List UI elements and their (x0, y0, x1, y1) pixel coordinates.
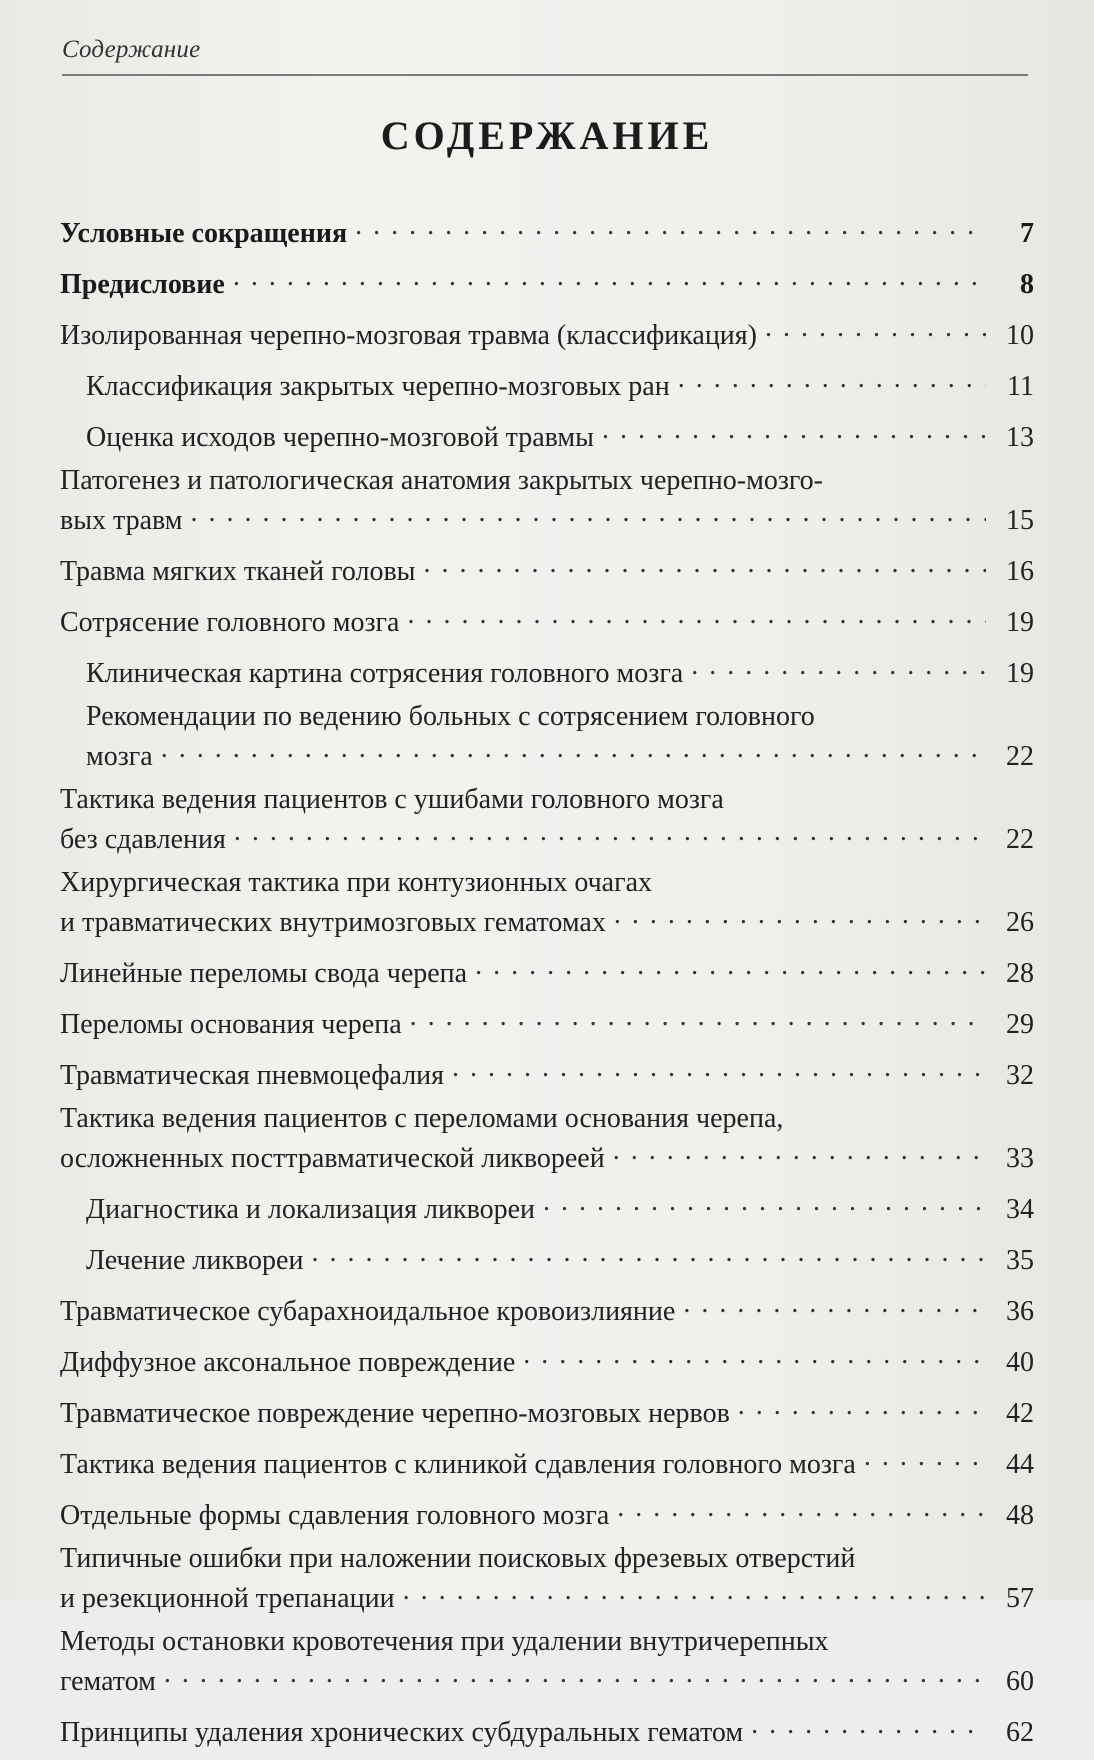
toc-entry-line (60, 1186, 1034, 1226)
page-number: 19 (1006, 658, 1034, 689)
page-number: 10 (1006, 320, 1034, 351)
toc-entry (60, 1626, 1034, 1698)
toc-entry (60, 1186, 1034, 1226)
page-number: 62 (1006, 1717, 1034, 1748)
toc-entry-text: и травматических внутримозговых гематомах (60, 907, 606, 938)
dot-leader (424, 548, 987, 580)
toc-entry (60, 1709, 1034, 1749)
toc-entry (60, 1288, 1034, 1328)
toc-entry-text: Тактика ведения пациентов с клиникой сдавления головного мозга (60, 1449, 856, 1480)
page-number: 13 (1006, 422, 1034, 453)
toc-entry-line (60, 650, 1034, 690)
toc-entry-line (60, 1492, 1034, 1532)
dot-leader (543, 1186, 986, 1218)
toc-entry-text: Оценка исходов черепно-мозговой травмы (86, 422, 594, 453)
toc-entry (60, 312, 1034, 352)
toc-entry-line (60, 1390, 1034, 1430)
toc-entry-line (60, 1001, 1034, 1041)
toc-entry-text: Условные сокращения (60, 218, 348, 249)
toc-entry (60, 210, 1034, 250)
toc-entry (60, 363, 1034, 403)
page-number: 26 (1006, 907, 1034, 938)
page-number: 48 (1006, 1500, 1034, 1531)
toc-entry-text: Линейные переломы свода черепа (60, 958, 468, 989)
toc-entry (60, 650, 1034, 690)
toc-entry-text: Диффузное аксональное повреждение (60, 1347, 516, 1378)
toc-entry-text: Травма мягких тканей головы (60, 556, 416, 587)
dot-leader (355, 210, 986, 242)
toc-entry-text: Отдельные формы сдавления головного мозга (60, 1500, 610, 1531)
dot-leader (751, 1709, 986, 1741)
toc-entry (60, 599, 1034, 639)
toc-entry-line (60, 599, 1034, 639)
toc-entry-line (60, 1135, 1034, 1175)
toc-entry (60, 1001, 1034, 1041)
toc-entry (60, 1492, 1034, 1532)
dot-leader (523, 1339, 986, 1371)
toc-entry (60, 867, 1034, 939)
toc-entry-text: Сотрясение головного мозга (60, 607, 400, 638)
page-number: 22 (1006, 741, 1034, 772)
toc-entry-line (60, 414, 1034, 454)
toc-entry-line (60, 1575, 1034, 1615)
toc-entry (60, 784, 1034, 856)
toc-entry (60, 465, 1034, 537)
dot-leader (403, 1575, 986, 1607)
toc-entry (60, 950, 1034, 990)
toc-entry-text: вых травм (60, 505, 183, 536)
dot-leader (738, 1390, 986, 1422)
toc-entry-text: Тактика ведения пациентов с ушибами головного мозга (60, 784, 724, 815)
page-number: 8 (1020, 269, 1034, 300)
toc-entry-line (60, 950, 1034, 990)
dot-leader (613, 1135, 986, 1167)
toc-entry (60, 1237, 1034, 1277)
page-number: 40 (1006, 1347, 1034, 1378)
dot-leader (164, 1658, 986, 1690)
toc-entry-text: Хирургическая тактика при контузионных очагах (60, 867, 653, 898)
toc-entry-text: Травматическая пневмоцефалия (60, 1060, 445, 1091)
toc-entry (60, 1543, 1034, 1615)
toc-entry-line (60, 1288, 1034, 1328)
page-number: 29 (1006, 1009, 1034, 1040)
toc-entry-line (60, 312, 1034, 352)
toc-entry-line (60, 1052, 1034, 1092)
toc-entry-line (60, 1441, 1034, 1481)
toc-entry (60, 1052, 1034, 1092)
toc-entry (60, 548, 1034, 588)
dot-leader (234, 816, 986, 848)
table-of-contents (60, 210, 1034, 1760)
dot-leader (765, 312, 986, 344)
toc-entry-text: Типичные ошибки при наложении поисковых фрезевых отверстий (60, 1543, 856, 1574)
page-number: 33 (1006, 1143, 1034, 1174)
toc-entry-text: осложненных посттравматической ликвореей (60, 1143, 605, 1174)
toc-entry-line (60, 210, 1034, 250)
toc-entry-text: гематом (60, 1666, 156, 1697)
dot-leader (614, 899, 986, 931)
toc-entry (60, 1103, 1034, 1175)
toc-entry-line (60, 1237, 1034, 1277)
dot-leader (161, 733, 986, 765)
toc-entry (60, 1339, 1034, 1379)
page-number: 35 (1006, 1245, 1034, 1276)
toc-entry-text: Клиническая картина сотрясения головного мозга (86, 658, 684, 689)
dot-leader (191, 497, 987, 529)
toc-entry (60, 701, 1034, 773)
toc-entry-line (60, 816, 1034, 856)
dot-leader (617, 1492, 986, 1524)
toc-entry (60, 1390, 1034, 1430)
toc-entry (60, 1441, 1034, 1481)
dot-leader (678, 363, 986, 395)
dot-leader (864, 1441, 986, 1473)
dot-leader (691, 650, 986, 682)
page-number: 16 (1006, 556, 1034, 587)
header-rule (62, 74, 1028, 76)
page-number: 7 (1020, 218, 1034, 249)
page-number: 60 (1006, 1666, 1034, 1697)
toc-entry-line (60, 1658, 1034, 1698)
toc-entry-line (60, 1709, 1034, 1749)
page-number: 34 (1006, 1194, 1034, 1225)
dot-leader (311, 1237, 986, 1269)
dot-leader (475, 950, 986, 982)
toc-entry-line (60, 1339, 1034, 1379)
dot-leader (233, 261, 986, 293)
page-number: 19 (1006, 607, 1034, 638)
dot-leader (452, 1052, 986, 1084)
toc-entry-line (60, 733, 1034, 773)
running-head: Содержание (62, 36, 201, 63)
dot-leader (410, 1001, 986, 1033)
toc-entry-text: Травматическое субарахноидальное кровоизлияние (60, 1296, 676, 1327)
toc-entry-line (60, 363, 1034, 403)
page-number: 22 (1006, 824, 1034, 855)
page-number: 57 (1006, 1583, 1034, 1614)
page-number: 15 (1006, 505, 1034, 536)
toc-entry-line (60, 261, 1034, 301)
page-number: 11 (1007, 371, 1034, 402)
toc-entry-text: Классификация закрытых черепно-мозговых ран (86, 371, 670, 402)
toc-entry-text: без сдавления (60, 824, 226, 855)
dot-leader (407, 599, 986, 631)
toc-entry-line (60, 497, 1034, 537)
dot-leader (602, 414, 986, 446)
toc-entry-text: Диагностика и локализация ликвореи (86, 1194, 536, 1225)
toc-entry (60, 261, 1034, 301)
page-number: 32 (1006, 1060, 1034, 1091)
toc-entry-line (60, 548, 1034, 588)
toc-entry-text: мозга (86, 741, 153, 772)
toc-entry-text: Переломы основания черепа (60, 1009, 402, 1040)
page-number: 36 (1006, 1296, 1034, 1327)
toc-entry-text: Изолированная черепно-мозговая травма (классификация) (60, 320, 757, 351)
toc-entry-line (60, 899, 1034, 939)
toc-entry-text: и резекционной трепанации (60, 1583, 395, 1614)
toc-entry-text: Методы остановки кровотечения при удалении внутричерепных (60, 1626, 829, 1657)
toc-entry-text: Лечение ликвореи (86, 1245, 304, 1276)
toc-entry-text: Принципы удаления хронических субдуральных гематом (60, 1717, 744, 1748)
page-number: 44 (1006, 1449, 1034, 1480)
toc-entry-text: Предисловие (60, 269, 225, 300)
page-title: СОДЕРЖАНИЕ (380, 113, 714, 158)
page-number: 28 (1006, 958, 1034, 989)
toc-entry (60, 414, 1034, 454)
toc-entry-text: Патогенез и патологическая анатомия закрытых черепно-мозго- (60, 465, 823, 496)
toc-entry-text: Тактика ведения пациентов с переломами основания черепа, (60, 1103, 784, 1134)
page-number: 42 (1006, 1398, 1034, 1429)
dot-leader (683, 1288, 986, 1320)
toc-entry-text: Рекомендации по ведению больных с сотрясением головного (86, 701, 815, 732)
toc-entry-text: Травматическое повреждение черепно-мозговых нервов (60, 1398, 730, 1429)
